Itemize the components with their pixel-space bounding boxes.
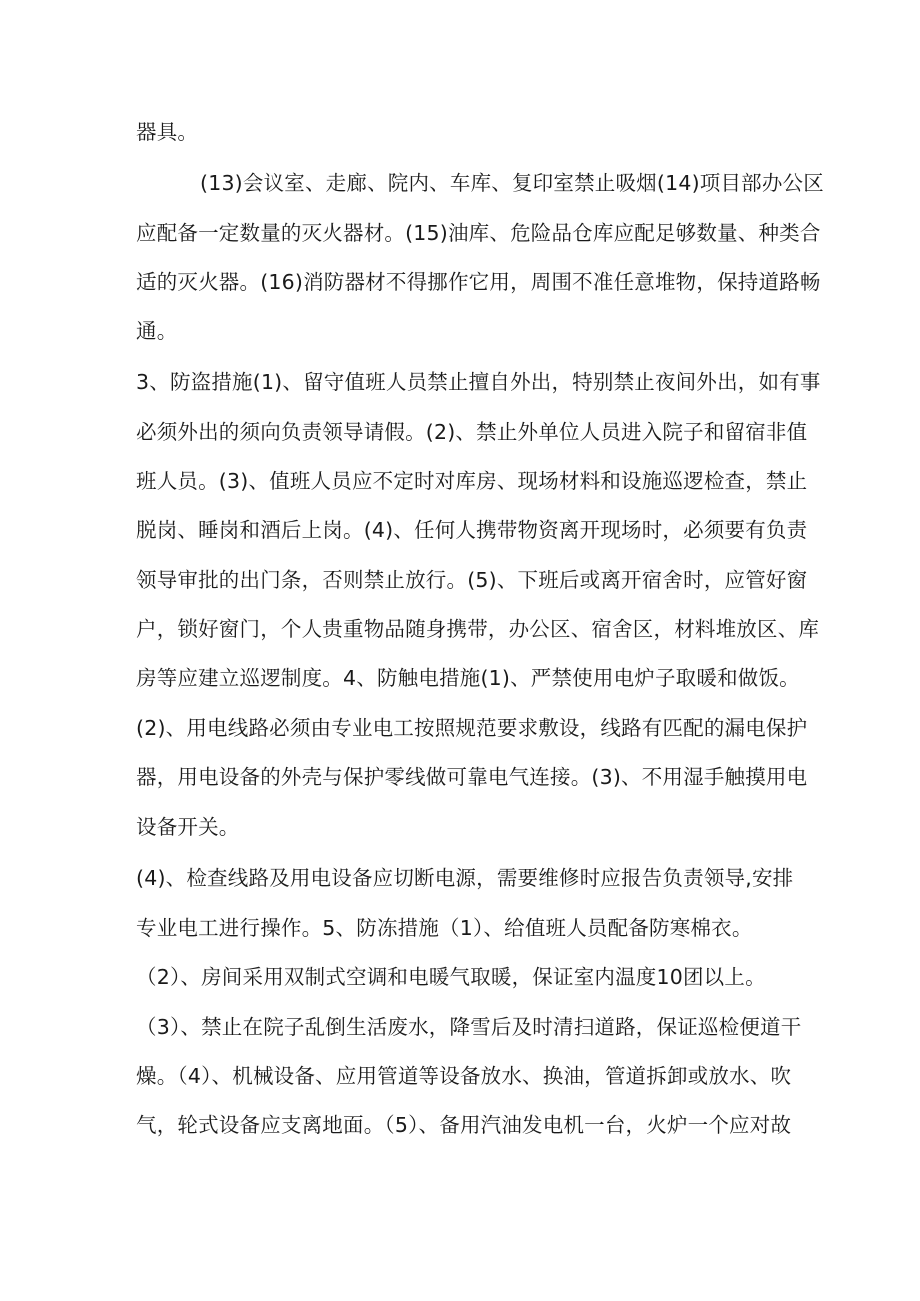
text-line: 必须外出的须向负责领导请假。(2)、禁止外单位人员进入院子和留宿非值 xyxy=(136,420,808,444)
text-line: 气，轮式设备应支离地面。（5）、备用汽油发电机一台，火炉一个应对故 xyxy=(136,1113,792,1137)
text-line: 适的灭火器。(16)消防器材不得挪作它用，周围不准任意堆物，保持道路畅 xyxy=(136,270,821,294)
text-line: 户，锁好窗门，个人贵重物品随身携带，办公区、宿舍区，材料堆放区、库 xyxy=(136,617,820,641)
text-line: 领导审批的出门条，否则禁止放行。(5)、下班后或离开宿舍时，应管好窗 xyxy=(136,568,808,592)
text-line: 通。 xyxy=(136,319,178,343)
text-line: （2）、房间采用双制式空调和电暖气取暖，保证室内温度10团以上。 xyxy=(136,965,766,989)
text-line: 设备开关。 xyxy=(136,815,240,839)
text-line: 班人员。(3)、值班人员应不定时对库房、现场材料和设施巡逻检查，禁止 xyxy=(136,469,808,493)
text-line: 脱岗、睡岗和酒后上岗。(4)、任何人携带物资离开现场时，必须要有负责 xyxy=(136,518,808,542)
text-line: 房等应建立巡逻制度。4、防触电措施(1)、严禁使用电炉子取暖和做饭。 xyxy=(136,666,800,690)
text-line: 器具。 xyxy=(136,120,199,144)
text-line: 3、防盗措施(1)、留守值班人员禁止擅自外出，特别禁止夜间外出，如有事 xyxy=(136,370,821,394)
text-line: 应配备一定数量的灭火器材。(15)油库、危险品仓库应配足够数量、种类合 xyxy=(136,221,821,245)
text-line: 燥。（4）、机械设备、应用管道等设备放水、换油，管道拆卸或放水、吹 xyxy=(136,1064,792,1088)
text-line: (2)、用电线路必须由专业电工按照规范要求敷设，线路有匹配的漏电保护 xyxy=(136,716,808,740)
text-line: 器，用电设备的外壳与保护零线做可靠电气连接。(3)、不用湿手触摸用电 xyxy=(136,765,808,789)
text-line: (4)、检查线路及用电设备应切断电源，需要维修时应报告负责领导,安排 xyxy=(136,866,794,890)
text-line: （3）、禁止在院子乱倒生活废水，降雪后及时清扫道路，保证巡检便道干 xyxy=(136,1015,802,1039)
text-line: (13)会议室、走廊、院内、车库、复印室禁止吸烟(14)项目部办公区 xyxy=(200,171,824,195)
text-line: 专业电工进行操作。5、防冻措施（1）、给值班人员配备防寒棉衣。 xyxy=(136,916,753,940)
